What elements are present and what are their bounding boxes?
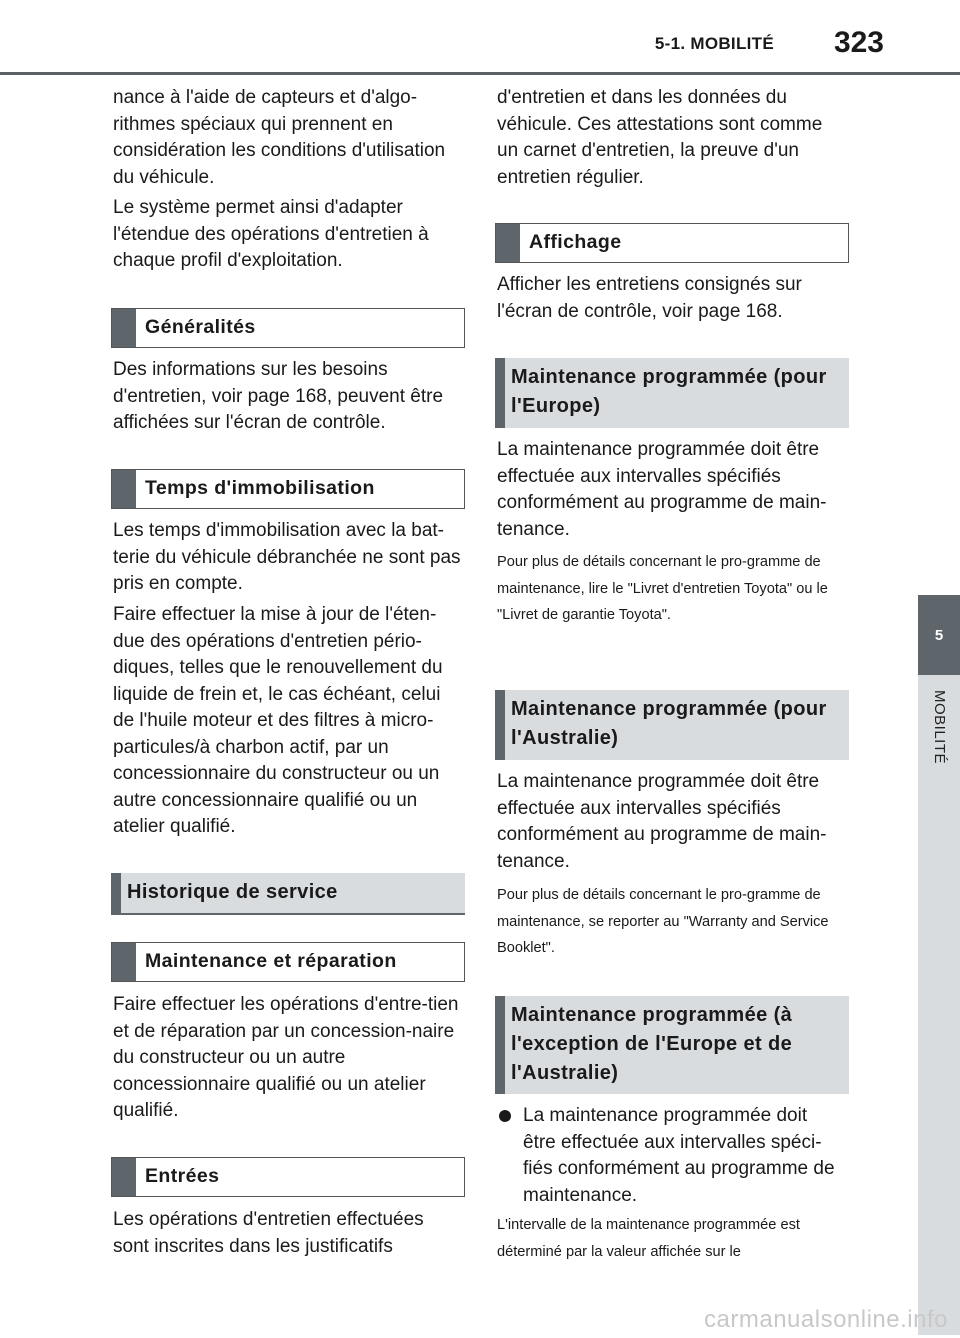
heading-bar xyxy=(496,224,520,262)
heading-bar xyxy=(112,1158,136,1196)
right-paragraph-3: La maintenance programmée doit être effectuée aux intervalles spécifiés conformément au programme de main-tenance. xyxy=(497,439,827,540)
left-paragraph-2: Le système permet ainsi d'adapter l'étendue des opérations d'entretien à chaque profil d'exploitation. xyxy=(113,197,429,271)
watermark: carmanualsonline.info xyxy=(704,1306,948,1333)
heading-label: Maintenance et réparation xyxy=(145,950,397,972)
heading-label: Historique de service xyxy=(127,881,338,903)
left-paragraph-6: Faire effectuer les opérations d'entre-tien et de réparation par un concession-naire du constructeur ou un autre concessionnaire qualifié ou un atelier qualifié. xyxy=(113,994,459,1121)
page-number: 323 xyxy=(833,26,884,59)
heading-bar xyxy=(112,943,136,981)
heading-maintenance-reparation xyxy=(111,942,465,982)
right-note-3: L'intervalle de la maintenance programmée est déterminé par la valeur affichée sur le xyxy=(497,1217,800,1260)
heading-maintenance-europe xyxy=(495,358,849,428)
heading-historique-service xyxy=(111,873,465,915)
heading-bar xyxy=(495,996,505,1094)
heading-bar xyxy=(111,873,121,913)
chapter-tab-background xyxy=(918,675,960,1335)
heading-label: Généralités xyxy=(145,316,256,338)
heading-label: Temps d'immobilisation xyxy=(145,477,375,499)
right-note-2: Pour plus de détails concernant le pro-gramme de maintenance, se reporter au "Warranty and Service Booklet". xyxy=(497,887,829,956)
right-note-1: Pour plus de détails concernant le pro-gramme de maintenance, lire le "Livret d'entretien Toyota" ou le "Livret de garantie Toyota". xyxy=(497,554,828,623)
heading-label: Maintenance programmée (à l'exception de l'Europe et de l'Australie) xyxy=(511,1004,793,1084)
heading-entrees xyxy=(111,1157,465,1197)
left-paragraph-4: Les temps d'immobilisation avec la bat-terie du véhicule débranchée ne sont pas pris en compte. xyxy=(113,520,461,594)
heading-label: Maintenance programmée (pour l'Australie) xyxy=(511,698,827,749)
heading-label: Affichage xyxy=(529,231,622,253)
section-title: 5-1. MOBILITÉ xyxy=(654,34,774,53)
left-paragraph-3: Des informations sur les besoins d'entretien, voir page 168, peuvent être affichées sur l'écran de contrôle. xyxy=(113,359,444,433)
heading-bar xyxy=(495,358,505,428)
heading-label: Entrées xyxy=(145,1165,220,1187)
left-paragraph-5: Faire effectuer la mise à jour de l'éten-due des opérations d'entretien pério-diques, telles que le renouvellement du liquide de frein et, le cas échéant, celui de l'huile moteur et des filtres à micro-particules/à charbon actif, par un concessionnaire du constructeur ou un autre concessionnaire qualifié ou un atelier qualifié. xyxy=(113,604,443,837)
bullet-text: La maintenance programmée doit être effectuée aux intervalles spéci-fiés conformément au programme de maintenance. xyxy=(523,1105,835,1206)
header-divider xyxy=(0,72,960,75)
left-paragraph-1: nance à l'aide de capteurs et d'algo-rithmes spéciaux qui prennent en considération les conditions d'utilisation du véhicule. xyxy=(113,87,446,188)
right-paragraph-4: La maintenance programmée doit être effectuée aux intervalles spécifiés conformément au programme de main-tenance. xyxy=(497,771,827,872)
heading-label: Maintenance programmée (pour l'Europe) xyxy=(511,366,827,417)
heading-bar xyxy=(112,470,136,508)
heading-maintenance-exception xyxy=(495,996,849,1094)
left-paragraph-7: Les opérations d'entretien effectuées sont inscrites dans les justificatifs xyxy=(113,1209,424,1257)
right-paragraph-1: d'entretien et dans les données du véhicule. Ces attestations sont comme un carnet d'entretien, la preuve d'un entretien régulier. xyxy=(497,87,823,188)
heading-maintenance-australie xyxy=(495,690,849,760)
heading-generalites xyxy=(111,308,465,348)
bullet-item xyxy=(499,1103,849,1211)
right-paragraph-2: Afficher les entretiens consignés sur l'écran de contrôle, voir page 168. xyxy=(497,274,802,322)
chapter-tab-label: MOBILITÉ xyxy=(931,690,948,765)
heading-bar xyxy=(112,309,136,347)
heading-bar xyxy=(495,690,505,760)
heading-temps-immobilisation xyxy=(111,469,465,509)
chapter-tab-number[interactable]: 5 xyxy=(918,595,960,675)
bullet-icon xyxy=(499,1110,511,1122)
heading-affichage xyxy=(495,223,849,263)
